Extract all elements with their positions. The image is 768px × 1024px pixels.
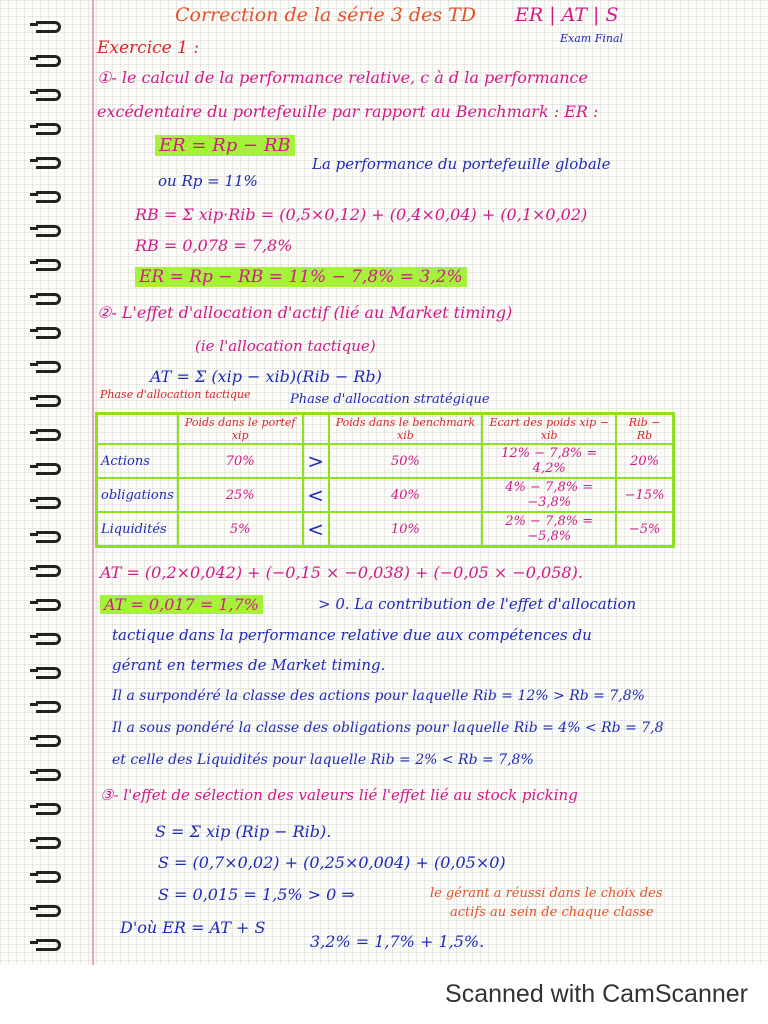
row-label: Liquidités <box>97 512 178 547</box>
ring <box>30 902 60 916</box>
er-result <box>135 267 467 287</box>
cell-ecart: 12% − 7,8% = 4,2% <box>482 444 616 478</box>
q2-heading: ②- L'effet d'allocation d'actif (lié au Market timing) <box>97 303 513 322</box>
ring <box>30 256 60 270</box>
cell-xib: 10% <box>329 512 483 547</box>
ring <box>30 494 60 508</box>
q1-heading: ①- le calcul de la performance relative, c à d la performance <box>97 68 588 87</box>
ring <box>30 868 60 882</box>
ring <box>30 698 60 712</box>
rp-value: ou Rp = 11% <box>158 172 258 190</box>
ring <box>30 392 60 406</box>
cell-diff: 20% <box>616 444 673 478</box>
phase-tactique-label: Phase d'allocation tactique <box>100 388 251 401</box>
rb-formula: RB = Σ xip·Rib = (0,5×0,12) + (0,4×0,04) + (0,1×0,02) <box>135 205 588 224</box>
q3-heading: ③- l'effet de sélection des valeurs lié l'effet lié au stock picking <box>100 786 578 804</box>
final-values: 3,2% = 1,7% + 1,5%. <box>310 932 485 951</box>
page-title: Correction de la série 3 des TD <box>175 4 477 26</box>
table-header-cell <box>97 414 178 445</box>
cell-diff: −15% <box>616 478 673 512</box>
s-comment-2: actifs au sein de chaque classe <box>450 905 654 920</box>
cell-ecart: 4% − 7,8% = −3,8% <box>482 478 616 512</box>
at-calculation: AT = (0,2×0,042) + (−0,15 × −0,038) + (−0,05 × −0,058). <box>100 563 583 582</box>
cell-xib: 40% <box>329 478 483 512</box>
row-label: obligations <box>97 478 178 512</box>
q2-subheading: (ie l'allocation tactique) <box>195 337 376 355</box>
ring <box>30 290 60 304</box>
table-header-row <box>97 414 674 445</box>
exercise-heading: Exercice 1 : <box>97 38 200 58</box>
ring <box>30 766 60 780</box>
ring <box>30 426 60 440</box>
rp-annotation: La performance du portefeuille globale <box>312 155 611 173</box>
table-row <box>97 444 674 478</box>
ring <box>30 18 60 32</box>
table-header-cell: Poids dans le benchmark xib <box>329 414 483 445</box>
s-comment: le gérant a réussi dans le choix des <box>430 886 663 901</box>
table-header-cell: Rib − Rb <box>616 414 673 445</box>
cell-sign: > <box>303 444 329 478</box>
phase-strategique-label: Phase d'allocation stratégique <box>290 392 490 407</box>
cell-sign: < <box>303 512 329 547</box>
ring <box>30 936 60 950</box>
scanner-footer <box>0 965 768 1024</box>
ring <box>30 188 60 202</box>
ring <box>30 154 60 168</box>
title-note: ER | AT | S <box>515 4 619 26</box>
ring <box>30 562 60 576</box>
er-formula <box>155 135 295 156</box>
margin-line <box>92 0 94 965</box>
at-line: gérant en termes de Market timing. <box>112 656 386 674</box>
ring <box>30 834 60 848</box>
at-result-highlight: AT = 0,017 = 1,7% <box>100 595 263 614</box>
ring <box>30 222 60 236</box>
allocation-table <box>95 412 675 548</box>
table-header-cell <box>303 414 329 445</box>
ring <box>30 324 60 338</box>
er-formula-highlight: ER = Rp − RB <box>155 135 295 156</box>
at-result <box>100 595 263 614</box>
rb-value: RB = 0,078 = 7,8% <box>135 236 293 255</box>
ring <box>30 460 60 474</box>
ring <box>30 120 60 134</box>
title-note-exam: Exam Final <box>560 32 624 45</box>
cell-xib: 50% <box>329 444 483 478</box>
ring <box>30 52 60 66</box>
ring <box>30 596 60 610</box>
row-label: Actions <box>97 444 178 478</box>
cell-xip: 70% <box>178 444 303 478</box>
ring <box>30 664 60 678</box>
ring <box>30 732 60 746</box>
ring <box>30 86 60 100</box>
at-line: Il a surpondéré la classe des actions pour laquelle Rib = 12% > Rb = 7,8% <box>112 688 645 704</box>
at-line: Il a sous pondéré la classe des obligations pour laquelle Rib = 4% < Rb = 7,8 <box>112 720 664 736</box>
at-line: et celle des Liquidités pour laquelle Rib = 2% < Rb = 7,8% <box>112 752 534 768</box>
cell-xip: 5% <box>178 512 303 547</box>
q1-heading-2: excédentaire du portefeuille par rapport au Benchmark : ER : <box>97 102 599 121</box>
at-line: tactique dans la performance relative due aux compétences du <box>112 626 592 644</box>
table-header-cell: Ecart des poids xip − xib <box>482 414 616 445</box>
table-header-cell: Poids dans le portef xip <box>178 414 303 445</box>
at-comment: > 0. La contribution de l'effet d'allocation <box>318 595 637 613</box>
table-row <box>97 478 674 512</box>
table-row <box>97 512 674 547</box>
s-formula: S = Σ xip (Rip − Rib). <box>155 822 332 841</box>
cell-diff: −5% <box>616 512 673 547</box>
ring <box>30 528 60 542</box>
cell-xip: 25% <box>178 478 303 512</box>
cell-ecart: 2% − 7,8% = −5,8% <box>482 512 616 547</box>
ring <box>30 358 60 372</box>
ring <box>30 630 60 644</box>
s-result: S = 0,015 = 1,5% > 0 ⇒ <box>158 885 355 904</box>
at-formula: AT = Σ (xip − xib)(Rib − Rb) <box>150 367 382 386</box>
spiral-binding <box>30 0 70 965</box>
cell-sign: < <box>303 478 329 512</box>
scanner-watermark: Scanned with CamScanner <box>445 980 748 1008</box>
er-result-highlight: ER = Rp − RB = 11% − 7,8% = 3,2% <box>135 267 467 287</box>
ring <box>30 800 60 814</box>
final-equation: D'où ER = AT + S <box>120 918 266 937</box>
s-calculation: S = (0,7×0,02) + (0,25×0,004) + (0,05×0) <box>158 853 506 872</box>
